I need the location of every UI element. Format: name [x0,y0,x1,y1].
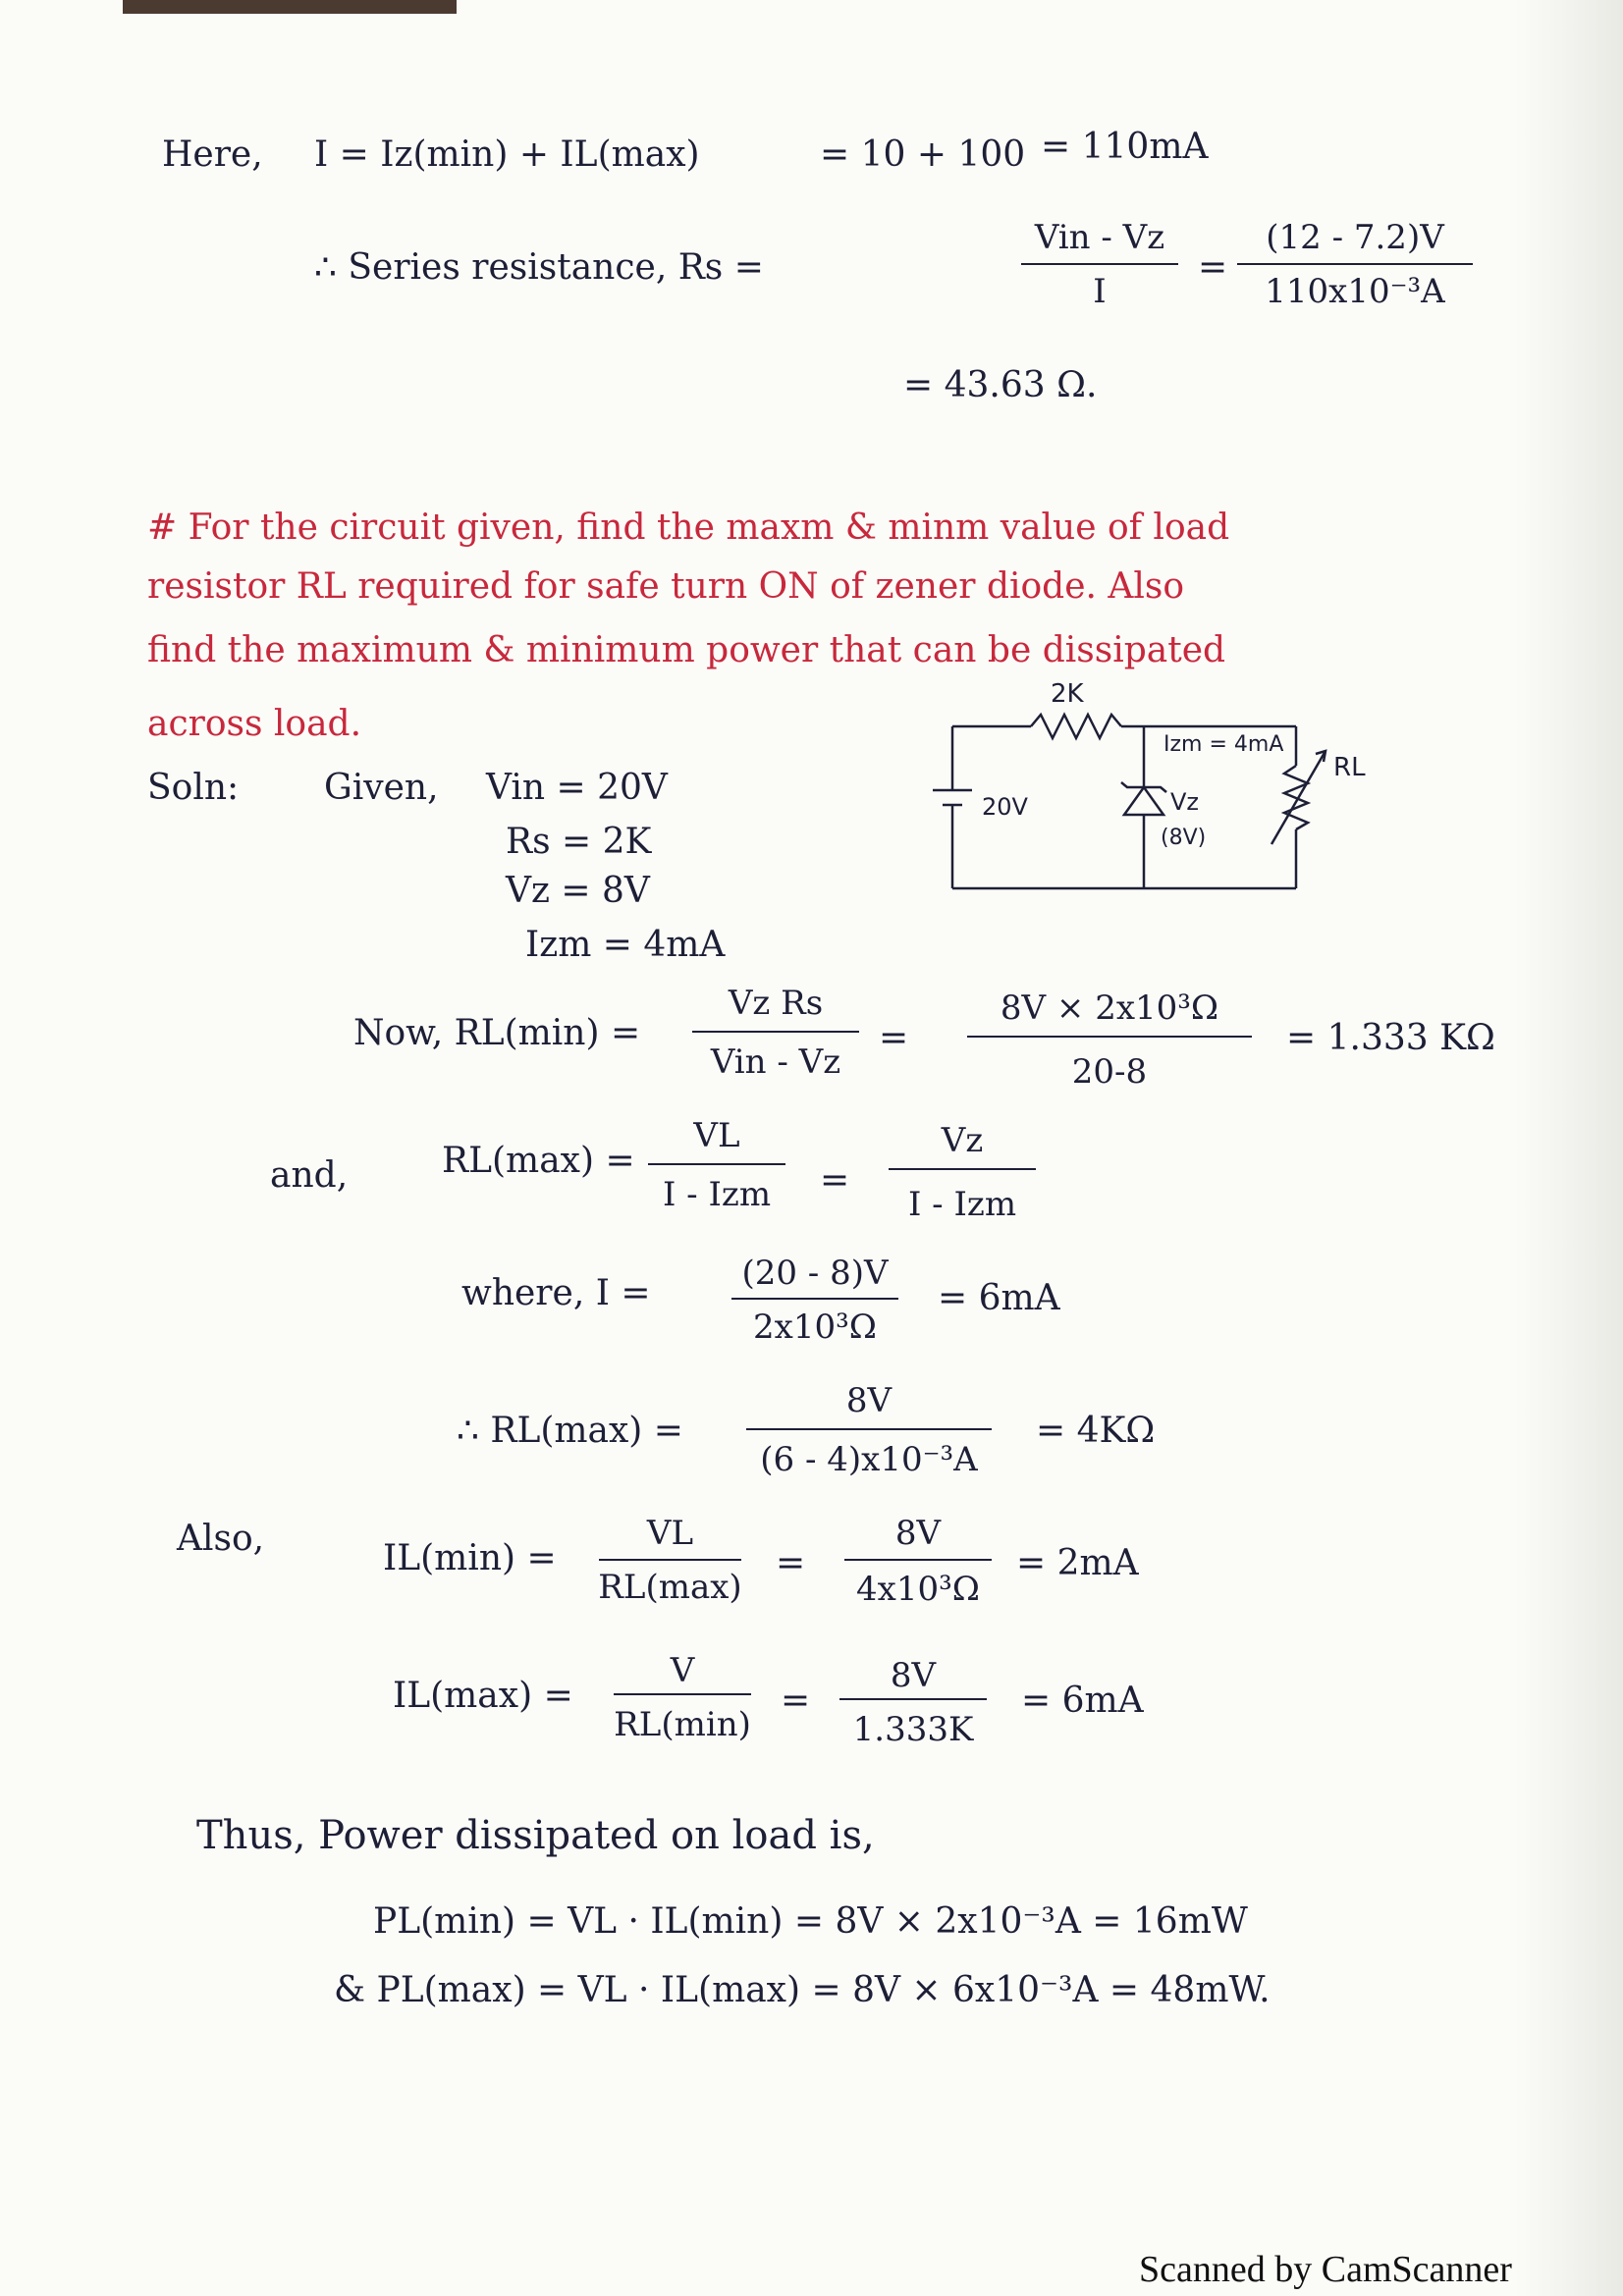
question-line-1: # For the circuit given, find the maxm & minm value of load [147,507,1230,548]
page-shadow [1515,0,1623,2296]
fraction-bar [889,1168,1036,1170]
question-line-2: resistor RL required for safe turn ON of zener diode. Also [147,566,1185,607]
vz-label: Vz [1170,788,1200,816]
power-min: PL(min) = VL · IL(min) = 8V × 2x10⁻³A = 16mW [373,1901,1248,1942]
question-line-3: find the maximum & minimum power that can be dissipated [147,630,1226,670]
rlmax2-denominator: (6 - 4)x10⁻³A [760,1440,978,1479]
scanner-watermark: Scanned by CamScanner [1139,2249,1512,2290]
where-label: where, I = [461,1273,651,1313]
given-vz: Vz = 8V [506,871,650,911]
rlmax-numerator-1: VL [693,1116,740,1155]
fraction-bar [648,1163,785,1165]
rlmax-label: RL(max) = [442,1141,635,1181]
ilmin-denominator-2: 4x10³Ω [856,1570,980,1609]
fraction-bar [839,1698,987,1700]
rs-result: = 43.63 Ω. [903,365,1098,405]
fraction-bar [967,1036,1252,1038]
fraction-bar [614,1693,751,1695]
rlmin-numerator-1: Vz Rs [728,984,824,1023]
fraction-bar [844,1559,992,1561]
given-vin: Vin = 20V [486,768,668,808]
rs-denominator-1: I [1093,272,1107,311]
given-izm: Izm = 4mA [525,925,726,965]
izm-label: Izm = 4mA [1163,732,1284,757]
rs-denominator-2: 110x10⁻³A [1265,272,1445,311]
ilmin-label: IL(min) = [383,1538,557,1578]
power-max: & PL(max) = VL · IL(max) = 8V × 6x10⁻³A = 48mW. [334,1970,1271,2010]
where-denominator: 2x10³Ω [753,1308,877,1347]
ilmax-denominator-2: 1.333K [852,1710,974,1749]
ilmin-numerator-1: VL [646,1514,694,1553]
question-line-4: across load. [147,704,362,744]
ilmin-result: = 2mA [1016,1543,1139,1583]
ilmax-result: = 6mA [1021,1681,1144,1721]
rs-label: ∴ Series resistance, Rs = [314,247,764,288]
zener-circuit-diagram [903,677,1414,913]
rlmin-label: Now, RL(min) = [353,1013,641,1053]
rlmin-denominator-2: 20-8 [1071,1052,1148,1092]
rlmax2-numerator: 8V [845,1381,893,1420]
solution-label: Soln: [147,768,240,808]
rl-label: RL [1333,753,1366,782]
also-label: Also, [177,1519,265,1559]
rs-numerator-2: (12 - 7.2)V [1266,218,1444,257]
fraction-bar [731,1298,898,1300]
vz-value: (8V) [1161,826,1207,850]
scanned-page: Here, I = Iz(min) + IL(max) = 10 + 100 = 110mA ∴ Series resistance, Rs = Vin - Vz I = (12 - 7.2)V 110x10⁻³A = 43.63 Ω. # For the circuit given, find the maxm & minm value of load resistor RL required for safe turn ON of zener diode. Also find the maximum & minimum power that can be dissipated across load. 2K 20V Izm = 4mA Vz (8V) RL Soln: Given, Vin = 20V Rs = 2K Vz = 8V Izm = 4mA Now, RL(min) = Vz Rs Vin - Vz = 8V × 2x10³Ω 20-8 = 1.333 KΩ and, RL(max) = VL I - Izm = Vz I - Izm where, I = (20 - 8)V 2x10³Ω = 6mA ∴ RL(max) = 8V (6 - 4)x10⁻³A = 4KΩ Also, IL(min) = VL RL(max) = 8V 4x10³Ω = 2mA IL(max) = V RL(min) = 8V 1.333K = 6mA Thus, Power dissipated on load is, PL(min) = VL · IL(min) = 8V × 2x10⁻³A = 16mW & PL(max) = VL · IL(max) = 8V × 6x10⁻³A = 48mW. Scanned by CamScanner [0,0,1623,2296]
where-result: = 6mA [938,1278,1060,1318]
rlmax2-result: = 4KΩ [1036,1411,1156,1451]
current-sum: I = Iz(min) + IL(max) [314,134,700,175]
fraction-bar [599,1559,741,1561]
here-label: Here, [162,134,263,175]
and-label: and, [270,1155,349,1196]
fraction-bar [692,1031,859,1033]
rlmax-denominator-1: I - Izm [662,1175,772,1214]
resistor-label: 2K [1051,679,1084,709]
given-label: Given, [324,768,439,808]
rlmin-result: = 1.333 KΩ [1286,1018,1495,1058]
ilmax-numerator-1: V [670,1651,695,1690]
fraction-bar [1237,263,1473,265]
ilmax-numerator-2: 8V [890,1656,937,1695]
given-rs: Rs = 2K [506,822,652,862]
rs-numerator-1: Vin - Vz [1034,218,1165,257]
ilmax-denominator-1: RL(min) [614,1705,751,1744]
ilmax-label: IL(max) = [393,1676,573,1716]
ilmin-numerator-2: 8V [894,1514,942,1553]
rlmax2-label: ∴ RL(max) = [457,1411,683,1451]
fraction-bar [1021,263,1178,265]
scan-edge [123,0,457,14]
current-result: = 110mA [1041,127,1209,167]
power-intro: Thus, Power dissipated on load is, [196,1813,875,1858]
where-numerator: (20 - 8)V [741,1254,889,1293]
current-value: = 10 + 100 [820,134,1026,175]
rlmax-numerator-2: Vz [941,1121,984,1160]
rlmin-denominator-1: Vin - Vz [710,1042,841,1082]
ilmin-denominator-1: RL(max) [598,1568,742,1607]
fraction-bar [746,1428,992,1430]
source-label: 20V [982,793,1028,821]
rlmin-numerator-2: 8V × 2x10³Ω [1000,988,1219,1028]
rlmax-denominator-2: I - Izm [907,1185,1017,1224]
